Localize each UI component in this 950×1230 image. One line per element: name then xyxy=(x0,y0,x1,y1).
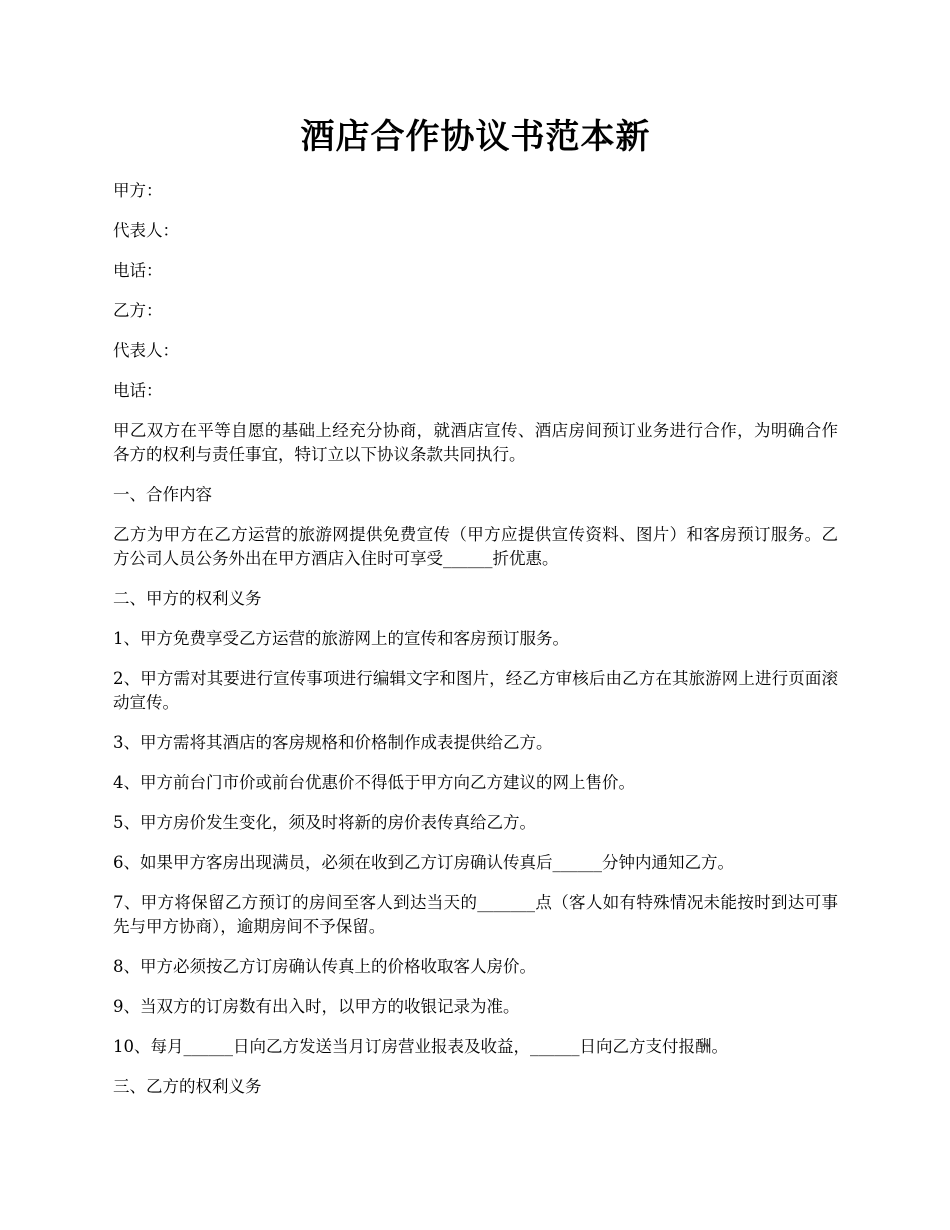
party-a-label: 甲方： xyxy=(113,181,163,200)
clause-10: 10、每月______日向乙方发送当月订房营业报表及收益，______日向乙方支付报酬。 xyxy=(113,1037,728,1056)
section-heading-party-b-rights: 三、乙方的权利义务 xyxy=(113,1077,262,1096)
clause-8: 8、甲方必须按乙方订房确认传真上的价格收取客人房价。 xyxy=(113,957,536,976)
party-b-representative-label: 代表人： xyxy=(113,341,179,360)
preamble-paragraph: 甲乙双方在平等自愿的基础上经充分协商，就酒店宣传、酒店房间预订业务进行合作，为明确合作各方的权利与责任事宜，特订立以下协议条款共同执行。 xyxy=(113,421,838,464)
clause-3: 3、甲方需将其酒店的客房规格和价格制作成表提供给乙方。 xyxy=(113,733,553,752)
clause-9: 9、当双方的订房数有出入时，以甲方的收银记录为准。 xyxy=(113,997,520,1016)
party-a-phone-label: 电话： xyxy=(113,261,163,280)
document-body xyxy=(113,179,838,1099)
clause-7: 7、甲方将保留乙方预订的房间至客人到达当天的_______点（客人如有特殊情况未能按时到达可事先与甲方协商），逾期房间不予保留。 xyxy=(113,893,838,936)
party-b-label: 乙方： xyxy=(113,301,163,320)
clause-6: 6、如果甲方客房出现满员，必须在收到乙方订房确认传真后______分钟内通知乙方。 xyxy=(113,853,734,872)
clause-5: 5、甲方房价发生变化，须及时将新的房价表传真给乙方。 xyxy=(113,813,536,832)
section-heading-cooperation: 一、合作内容 xyxy=(113,485,212,504)
document-title: 酒店合作协议书范本新 xyxy=(300,117,651,157)
party-b-phone-label: 电话： xyxy=(113,381,163,400)
cooperation-content-paragraph: 乙方为甲方在乙方运营的旅游网提供免费宣传（甲方应提供宣传资料、图片）和客房预订服务。乙方公司人员公务外出在甲方酒店入住时可享受______折优惠。 xyxy=(113,525,838,568)
clause-1: 1、甲方免费享受乙方运营的旅游网上的宣传和客房预订服务。 xyxy=(113,629,569,648)
party-a-representative-label: 代表人： xyxy=(113,221,179,240)
clause-2: 2、甲方需对其要进行宣传事项进行编辑文字和图片，经乙方审核后由乙方在其旅游网上进行页面滚动宣传。 xyxy=(113,669,838,712)
section-heading-party-a-rights: 二、甲方的权利义务 xyxy=(113,589,262,608)
clause-4: 4、甲方前台门市价或前台优惠价不得低于甲方向乙方建议的网上售价。 xyxy=(113,773,635,792)
